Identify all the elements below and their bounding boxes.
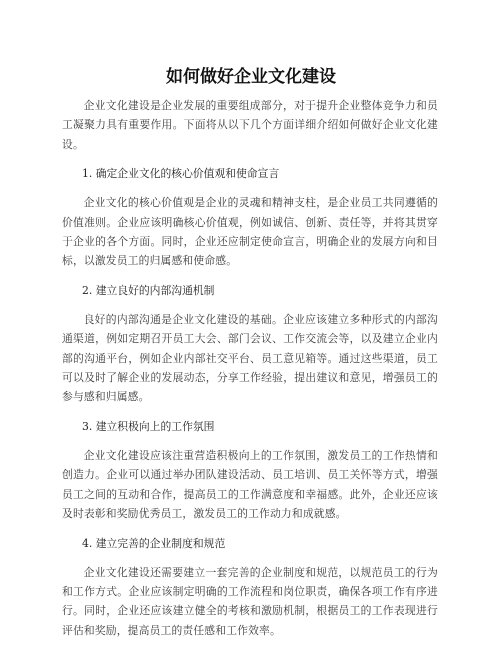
section-body-3: 企业文化建设应该注重营造积极向上的工作氛围，激发员工的工作热情和创造力。企业可以通过举办团队建设活动、员工培训、员工关怀等方式，增强员工之间的互动和合作，提高员工的工作满意度和幸福感。此外，企业还应该及时表彰和奖励优秀员工，激发员工的工作动力和成就感。: [62, 448, 438, 521]
section-heading-1: 1. 确定企业文化的核心价值观和使命宣言: [81, 167, 280, 181]
page-title: 如何做好企业文化建设: [166, 67, 336, 87]
section-heading-2: 2. 建立良好的内部沟通机制: [81, 283, 215, 297]
section-heading-4: 4. 建立完善的企业制度和规范: [81, 536, 226, 550]
section-body-4: 企业文化建设还需要建立一套完善的企业制度和规范，以规范员工的行为和工作方式。企业应该制定明确的工作流程和岗位职责，确保各项工作有序进行。同时，企业还应该建立健全的考核和激励机制，根据员工的工作表现进行评估和奖励，提高员工的责任感和工作效率。: [62, 565, 438, 637]
section-body-1: 企业文化的核心价值观是企业的灵魂和精神支柱，是企业员工共同遵循的价值准则。企业应该明确核心价值观，例如诚信、创新、责任等，并将其贯穿于企业的各个方面。同时，企业还应制定使命宣言，明确企业的发展方向和目标，以激发员工的归属感和使命感。: [62, 196, 438, 268]
section-body-2: 良好的内部沟通是企业文化建设的基础。企业应该建立多种形式的内部沟通渠道，例如定期召开员工大会、部门会议、工作交流会等，以及建立企业内部的沟通平台，例如企业内部社交平台、员工意见箱等。通过这些渠道，员工可以及时了解企业的发展动态，分享工作经验，提出建议和意见，增强员工的参与感和归属感。: [62, 312, 438, 404]
section-heading-3: 3. 建立积极向上的工作氛围: [81, 419, 215, 433]
document-body: [62, 96, 438, 652]
intro-paragraph: 企业文化建设是企业发展的重要组成部分，对于提升企业整体竞争力和员工凝聚力具有重要作用。下面将从以下几个方面详细介绍如何做好企业文化建设。: [62, 99, 438, 151]
